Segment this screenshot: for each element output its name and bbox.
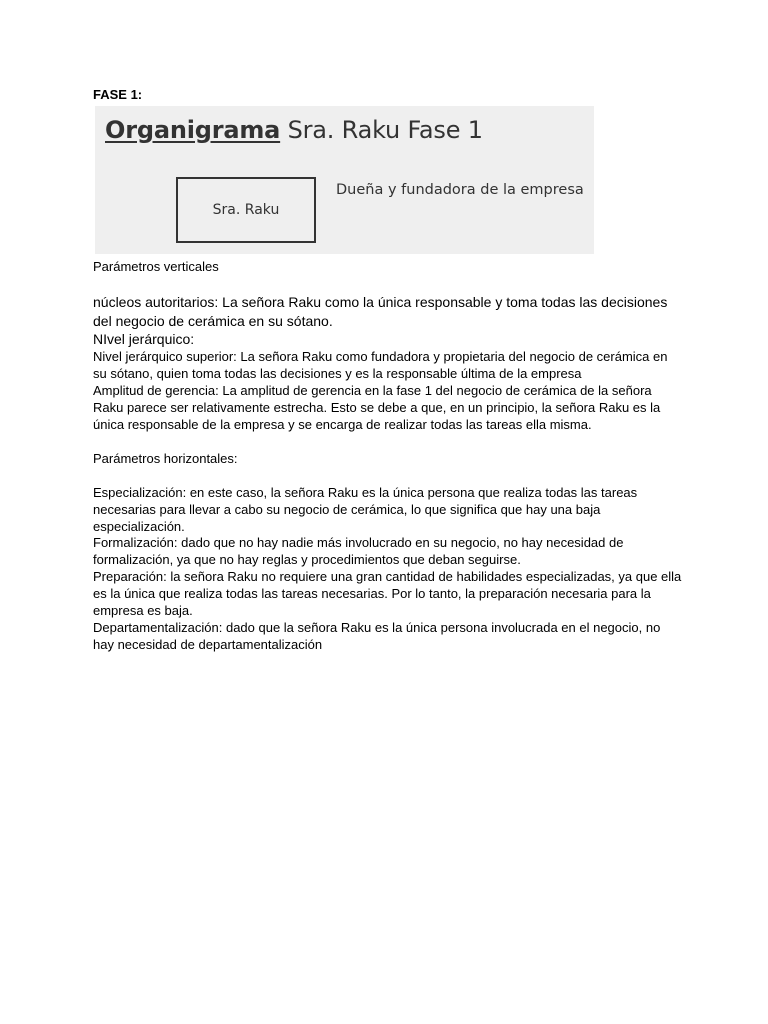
org-chart-role-label: Dueña y fundadora de la empresa <box>336 182 584 198</box>
org-chart-node-label: Sra. Raku <box>212 202 280 218</box>
formalizacion-paragraph: Formalización: dado que no hay nadie más involucrado en su negocio, no hay necesidad de formalización, ya que no hay reglas y procedimientos que deban seguirse. <box>93 535 624 567</box>
nucleos-paragraph: núcleos autoritarios: La señora Raku como la única responsable y toma todas las decisiones del negocio de cerámica en su sótano. <box>93 294 668 329</box>
especializacion-paragraph: Especialización: en este caso, la señora Raku es la única persona que realiza todas las tareas necesarias para llevar a cabo su negocio de cerámica, lo que significa que hay una baja especialización. <box>93 485 638 534</box>
vertical-params-heading: Parámetros verticales <box>93 259 219 274</box>
org-chart-title-rest: Sra. Raku Fase 1 <box>280 116 483 144</box>
preparacion-paragraph: Preparación: la señora Raku no requiere una gran cantidad de habilidades especializadas, ya que ella es la única que realiza todas las tareas necesarias. Por lo tanto, la preparación necesaria para la empresa es baja. <box>93 569 682 618</box>
org-chart-node <box>176 177 316 243</box>
org-chart-title <box>105 116 483 144</box>
nivel-heading: NIvel jerárquico: <box>93 331 195 347</box>
org-chart-image <box>95 106 594 254</box>
nivel-superior-paragraph: Nivel jerárquico superior: La señora Raku como fundadora y propietaria del negocio de cerámica en su sótano, quien toma todas las decisiones y es la responsable última de la empresa <box>93 349 668 381</box>
horizontal-params-heading: Parámetros horizontales: <box>93 451 238 466</box>
amplitud-paragraph: Amplitud de gerencia: La amplitud de gerencia en la fase 1 del negocio de cerámica de la señora Raku parece ser relativamente estrecha. Esto se debe a que, en un principio, la señora Raku es la única responsable de la empresa y se encarga de realizar todas las tareas ella misma. <box>93 383 661 432</box>
phase-heading: FASE 1: <box>93 87 143 102</box>
org-chart-title-bold: Organigrama <box>105 116 281 144</box>
departamentalizacion-paragraph: Departamentalización: dado que la señora Raku es la única persona involucrada en el negocio, no hay necesidad de departamentalización <box>93 620 661 652</box>
